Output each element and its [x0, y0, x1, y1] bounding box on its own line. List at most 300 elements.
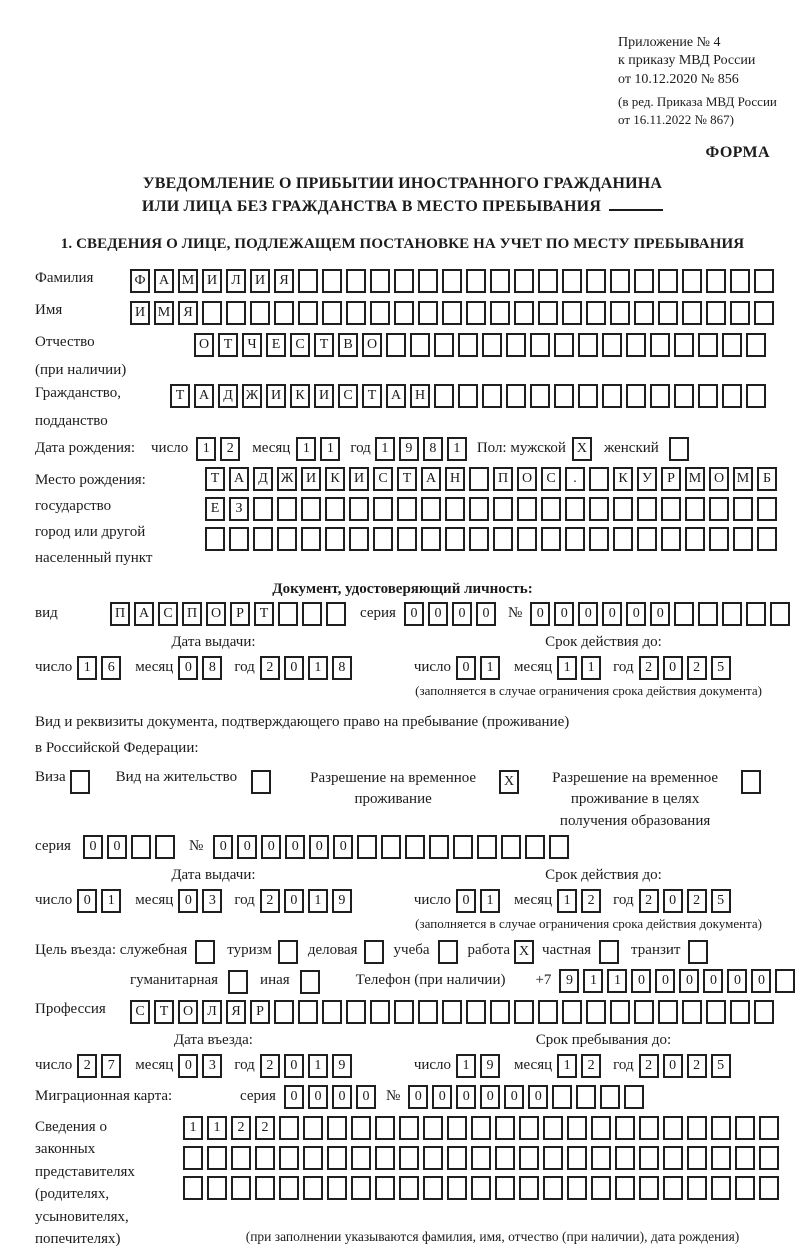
- form-cell[interactable]: [303, 1176, 323, 1200]
- form-cell[interactable]: [418, 301, 438, 325]
- form-cell[interactable]: [277, 527, 297, 551]
- form-cell[interactable]: С: [130, 1000, 150, 1024]
- form-cell[interactable]: 3: [202, 1054, 222, 1078]
- form-cell[interactable]: С: [541, 467, 561, 491]
- form-cell[interactable]: [626, 384, 646, 408]
- form-cell[interactable]: [682, 1000, 702, 1024]
- form-cell[interactable]: 0: [332, 1085, 352, 1109]
- form-cell[interactable]: [615, 1116, 635, 1140]
- form-cell[interactable]: 1: [480, 889, 500, 913]
- form-cell[interactable]: [722, 384, 742, 408]
- form-cell[interactable]: 1: [557, 1054, 577, 1078]
- form-cell[interactable]: Ф: [130, 269, 150, 293]
- form-cell[interactable]: [357, 835, 377, 859]
- form-cell[interactable]: [418, 269, 438, 293]
- form-cell[interactable]: 1: [320, 437, 340, 461]
- form-cell[interactable]: [399, 1116, 419, 1140]
- form-cell[interactable]: [364, 940, 384, 964]
- form-cell[interactable]: [183, 1146, 203, 1170]
- form-cell[interactable]: [325, 527, 345, 551]
- form-cell[interactable]: 0: [626, 602, 646, 626]
- form-cell[interactable]: 0: [333, 835, 353, 859]
- form-cell[interactable]: [255, 1176, 275, 1200]
- form-cell[interactable]: X: [572, 437, 592, 461]
- form-cell[interactable]: [538, 1000, 558, 1024]
- form-cell[interactable]: [421, 527, 441, 551]
- form-cell[interactable]: 1: [375, 437, 395, 461]
- form-cell[interactable]: [639, 1116, 659, 1140]
- form-cell[interactable]: 2: [687, 656, 707, 680]
- form-cell[interactable]: 0: [663, 1054, 683, 1078]
- form-cell[interactable]: М: [733, 467, 753, 491]
- form-cell[interactable]: [278, 940, 298, 964]
- form-cell[interactable]: А: [229, 467, 249, 491]
- form-cell[interactable]: [394, 301, 414, 325]
- form-cell[interactable]: [477, 835, 497, 859]
- form-cell[interactable]: [466, 269, 486, 293]
- form-cell[interactable]: [669, 437, 689, 461]
- form-cell[interactable]: 1: [101, 889, 121, 913]
- form-cell[interactable]: 7: [101, 1054, 121, 1078]
- form-cell[interactable]: А: [421, 467, 441, 491]
- form-cell[interactable]: [442, 301, 462, 325]
- form-cell[interactable]: [303, 1146, 323, 1170]
- form-cell[interactable]: 0: [663, 889, 683, 913]
- form-cell[interactable]: Б: [757, 467, 777, 491]
- form-cell[interactable]: [458, 384, 478, 408]
- form-cell[interactable]: [322, 301, 342, 325]
- form-cell[interactable]: [349, 497, 369, 521]
- form-cell[interactable]: [741, 770, 761, 794]
- form-cell[interactable]: 5: [711, 1054, 731, 1078]
- form-cell[interactable]: Р: [230, 602, 250, 626]
- form-cell[interactable]: [663, 1146, 683, 1170]
- form-cell[interactable]: [202, 301, 222, 325]
- form-cell[interactable]: 0: [456, 1085, 476, 1109]
- form-cell[interactable]: [322, 1000, 342, 1024]
- form-cell[interactable]: [445, 527, 465, 551]
- form-cell[interactable]: [639, 1176, 659, 1200]
- form-cell[interactable]: [615, 1176, 635, 1200]
- form-cell[interactable]: 0: [356, 1085, 376, 1109]
- form-cell[interactable]: [445, 497, 465, 521]
- form-cell[interactable]: [634, 269, 654, 293]
- form-cell[interactable]: [322, 269, 342, 293]
- form-cell[interactable]: 0: [452, 602, 472, 626]
- form-cell[interactable]: [325, 497, 345, 521]
- form-cell[interactable]: 2: [77, 1054, 97, 1078]
- form-cell[interactable]: [530, 384, 550, 408]
- form-cell[interactable]: [274, 301, 294, 325]
- form-cell[interactable]: [567, 1176, 587, 1200]
- form-cell[interactable]: 0: [476, 602, 496, 626]
- form-cell[interactable]: Т: [254, 602, 274, 626]
- form-cell[interactable]: 0: [602, 602, 622, 626]
- form-cell[interactable]: [706, 1000, 726, 1024]
- form-cell[interactable]: 1: [196, 437, 216, 461]
- form-cell[interactable]: [589, 497, 609, 521]
- form-cell[interactable]: [770, 602, 790, 626]
- form-cell[interactable]: Т: [362, 384, 382, 408]
- form-cell[interactable]: [722, 333, 742, 357]
- form-cell[interactable]: [639, 1146, 659, 1170]
- form-cell[interactable]: 0: [456, 889, 476, 913]
- form-cell[interactable]: О: [517, 467, 537, 491]
- form-cell[interactable]: Л: [226, 269, 246, 293]
- form-cell[interactable]: [493, 527, 513, 551]
- form-cell[interactable]: И: [250, 269, 270, 293]
- form-cell[interactable]: [565, 497, 585, 521]
- form-cell[interactable]: [661, 497, 681, 521]
- form-cell[interactable]: [626, 333, 646, 357]
- form-cell[interactable]: [351, 1146, 371, 1170]
- form-cell[interactable]: [495, 1116, 515, 1140]
- form-cell[interactable]: [375, 1176, 395, 1200]
- form-cell[interactable]: [698, 602, 718, 626]
- form-cell[interactable]: [543, 1176, 563, 1200]
- form-cell[interactable]: [591, 1146, 611, 1170]
- form-cell[interactable]: 1: [557, 889, 577, 913]
- form-cell[interactable]: [469, 497, 489, 521]
- form-cell[interactable]: [399, 1146, 419, 1170]
- form-cell[interactable]: [351, 1116, 371, 1140]
- form-cell[interactable]: О: [206, 602, 226, 626]
- form-cell[interactable]: [634, 1000, 654, 1024]
- form-cell[interactable]: [706, 269, 726, 293]
- form-cell[interactable]: 1: [557, 656, 577, 680]
- form-cell[interactable]: [70, 770, 90, 794]
- form-cell[interactable]: [663, 1116, 683, 1140]
- form-cell[interactable]: [370, 301, 390, 325]
- form-cell[interactable]: Е: [205, 497, 225, 521]
- form-cell[interactable]: [650, 384, 670, 408]
- form-cell[interactable]: [733, 527, 753, 551]
- form-cell[interactable]: 0: [178, 656, 198, 680]
- form-cell[interactable]: [722, 602, 742, 626]
- form-cell[interactable]: 9: [332, 889, 352, 913]
- form-cell[interactable]: [517, 527, 537, 551]
- form-cell[interactable]: 2: [231, 1116, 251, 1140]
- form-cell[interactable]: 2: [687, 1054, 707, 1078]
- form-cell[interactable]: Т: [154, 1000, 174, 1024]
- form-cell[interactable]: 2: [581, 1054, 601, 1078]
- form-cell[interactable]: 0: [703, 969, 723, 993]
- form-cell[interactable]: [514, 269, 534, 293]
- form-cell[interactable]: [469, 527, 489, 551]
- form-cell[interactable]: Д: [253, 467, 273, 491]
- form-cell[interactable]: [429, 835, 449, 859]
- form-cell[interactable]: [495, 1176, 515, 1200]
- form-cell[interactable]: [346, 301, 366, 325]
- form-cell[interactable]: 1: [207, 1116, 227, 1140]
- form-cell[interactable]: [549, 835, 569, 859]
- form-cell[interactable]: [586, 269, 606, 293]
- form-cell[interactable]: 0: [480, 1085, 500, 1109]
- form-cell[interactable]: К: [613, 467, 633, 491]
- form-cell[interactable]: [591, 1116, 611, 1140]
- form-cell[interactable]: 2: [639, 1054, 659, 1078]
- form-cell[interactable]: 2: [639, 656, 659, 680]
- form-cell[interactable]: X: [514, 940, 534, 964]
- form-cell[interactable]: 1: [581, 656, 601, 680]
- form-cell[interactable]: [423, 1116, 443, 1140]
- form-cell[interactable]: 0: [530, 602, 550, 626]
- form-cell[interactable]: 1: [183, 1116, 203, 1140]
- form-cell[interactable]: [506, 333, 526, 357]
- form-cell[interactable]: [610, 301, 630, 325]
- form-cell[interactable]: [562, 301, 582, 325]
- form-cell[interactable]: Я: [274, 269, 294, 293]
- form-cell[interactable]: 3: [202, 889, 222, 913]
- form-cell[interactable]: [229, 527, 249, 551]
- form-cell[interactable]: X: [499, 770, 519, 794]
- form-cell[interactable]: [637, 497, 657, 521]
- form-cell[interactable]: Я: [178, 301, 198, 325]
- form-cell[interactable]: [471, 1176, 491, 1200]
- form-cell[interactable]: Ч: [242, 333, 262, 357]
- form-cell[interactable]: [735, 1176, 755, 1200]
- form-cell[interactable]: 0: [77, 889, 97, 913]
- form-cell[interactable]: Л: [202, 1000, 222, 1024]
- form-cell[interactable]: [759, 1176, 779, 1200]
- form-cell[interactable]: 5: [711, 889, 731, 913]
- form-cell[interactable]: [543, 1146, 563, 1170]
- form-cell[interactable]: [517, 497, 537, 521]
- form-cell[interactable]: Т: [314, 333, 334, 357]
- form-cell[interactable]: С: [338, 384, 358, 408]
- form-cell[interactable]: [349, 527, 369, 551]
- form-cell[interactable]: [543, 1116, 563, 1140]
- form-cell[interactable]: 2: [260, 1054, 280, 1078]
- form-cell[interactable]: [351, 1176, 371, 1200]
- form-cell[interactable]: [421, 497, 441, 521]
- form-cell[interactable]: [298, 301, 318, 325]
- form-cell[interactable]: [423, 1176, 443, 1200]
- form-cell[interactable]: [301, 527, 321, 551]
- form-cell[interactable]: [418, 1000, 438, 1024]
- form-cell[interactable]: [397, 497, 417, 521]
- form-cell[interactable]: [658, 301, 678, 325]
- form-cell[interactable]: [674, 602, 694, 626]
- form-cell[interactable]: И: [266, 384, 286, 408]
- form-cell[interactable]: А: [154, 269, 174, 293]
- form-cell[interactable]: [698, 333, 718, 357]
- form-cell[interactable]: [300, 970, 320, 994]
- form-cell[interactable]: 1: [607, 969, 627, 993]
- form-cell[interactable]: 0: [679, 969, 699, 993]
- form-cell[interactable]: 1: [480, 656, 500, 680]
- form-cell[interactable]: З: [229, 497, 249, 521]
- form-cell[interactable]: [682, 301, 702, 325]
- form-cell[interactable]: [754, 269, 774, 293]
- form-cell[interactable]: [279, 1116, 299, 1140]
- form-cell[interactable]: [327, 1116, 347, 1140]
- form-cell[interactable]: 0: [83, 835, 103, 859]
- form-cell[interactable]: [658, 1000, 678, 1024]
- form-cell[interactable]: [131, 835, 151, 859]
- form-cell[interactable]: Ж: [242, 384, 262, 408]
- form-cell[interactable]: [279, 1176, 299, 1200]
- form-cell[interactable]: [490, 269, 510, 293]
- form-cell[interactable]: [231, 1146, 251, 1170]
- form-cell[interactable]: [501, 835, 521, 859]
- form-cell[interactable]: 2: [687, 889, 707, 913]
- form-cell[interactable]: [370, 269, 390, 293]
- form-cell[interactable]: Т: [205, 467, 225, 491]
- form-cell[interactable]: [399, 1176, 419, 1200]
- form-cell[interactable]: [434, 333, 454, 357]
- form-cell[interactable]: О: [178, 1000, 198, 1024]
- form-cell[interactable]: 5: [711, 656, 731, 680]
- form-cell[interactable]: [386, 333, 406, 357]
- form-cell[interactable]: П: [182, 602, 202, 626]
- form-cell[interactable]: 0: [178, 1054, 198, 1078]
- form-cell[interactable]: 0: [655, 969, 675, 993]
- form-cell[interactable]: [586, 1000, 606, 1024]
- form-cell[interactable]: [482, 333, 502, 357]
- form-cell[interactable]: А: [194, 384, 214, 408]
- form-cell[interactable]: [650, 333, 670, 357]
- form-cell[interactable]: Р: [661, 467, 681, 491]
- form-cell[interactable]: И: [314, 384, 334, 408]
- form-cell[interactable]: [482, 384, 502, 408]
- form-cell[interactable]: 2: [260, 656, 280, 680]
- form-cell[interactable]: 0: [309, 835, 329, 859]
- form-cell[interactable]: 0: [428, 602, 448, 626]
- form-cell[interactable]: 0: [284, 889, 304, 913]
- form-cell[interactable]: [661, 527, 681, 551]
- form-cell[interactable]: [327, 1176, 347, 1200]
- form-cell[interactable]: [375, 1116, 395, 1140]
- form-cell[interactable]: [394, 1000, 414, 1024]
- form-cell[interactable]: [602, 333, 622, 357]
- form-cell[interactable]: [565, 527, 585, 551]
- form-cell[interactable]: [530, 333, 550, 357]
- form-cell[interactable]: [730, 1000, 750, 1024]
- form-cell[interactable]: [578, 333, 598, 357]
- form-cell[interactable]: [541, 527, 561, 551]
- form-cell[interactable]: 2: [581, 889, 601, 913]
- form-cell[interactable]: 0: [456, 656, 476, 680]
- form-cell[interactable]: [458, 333, 478, 357]
- form-cell[interactable]: [624, 1085, 644, 1109]
- form-cell[interactable]: [155, 835, 175, 859]
- form-cell[interactable]: [447, 1146, 467, 1170]
- form-cell[interactable]: [301, 497, 321, 521]
- form-cell[interactable]: [442, 1000, 462, 1024]
- form-cell[interactable]: 0: [751, 969, 771, 993]
- form-cell[interactable]: 9: [559, 969, 579, 993]
- form-cell[interactable]: [759, 1146, 779, 1170]
- form-cell[interactable]: [674, 384, 694, 408]
- form-cell[interactable]: [599, 940, 619, 964]
- form-cell[interactable]: [410, 333, 430, 357]
- form-cell[interactable]: [514, 1000, 534, 1024]
- form-cell[interactable]: 6: [101, 656, 121, 680]
- form-cell[interactable]: [274, 1000, 294, 1024]
- form-cell[interactable]: 0: [107, 835, 127, 859]
- form-cell[interactable]: [541, 497, 561, 521]
- form-cell[interactable]: 1: [77, 656, 97, 680]
- form-cell[interactable]: [442, 269, 462, 293]
- form-cell[interactable]: [373, 497, 393, 521]
- form-cell[interactable]: [538, 301, 558, 325]
- form-cell[interactable]: [615, 1146, 635, 1170]
- form-cell[interactable]: [195, 940, 215, 964]
- form-cell[interactable]: [423, 1146, 443, 1170]
- form-cell[interactable]: Н: [445, 467, 465, 491]
- form-cell[interactable]: [688, 940, 708, 964]
- form-cell[interactable]: [567, 1146, 587, 1170]
- form-cell[interactable]: [687, 1116, 707, 1140]
- form-cell[interactable]: [253, 527, 273, 551]
- form-cell[interactable]: М: [685, 467, 705, 491]
- form-cell[interactable]: С: [373, 467, 393, 491]
- form-cell[interactable]: И: [301, 467, 321, 491]
- form-cell[interactable]: [303, 1116, 323, 1140]
- form-cell[interactable]: 9: [399, 437, 419, 461]
- form-cell[interactable]: О: [362, 333, 382, 357]
- form-cell[interactable]: Ж: [277, 467, 297, 491]
- form-cell[interactable]: 9: [332, 1054, 352, 1078]
- form-cell[interactable]: [495, 1146, 515, 1170]
- form-cell[interactable]: [397, 527, 417, 551]
- form-cell[interactable]: Т: [397, 467, 417, 491]
- form-cell[interactable]: [205, 527, 225, 551]
- form-cell[interactable]: П: [110, 602, 130, 626]
- form-cell[interactable]: [746, 384, 766, 408]
- form-cell[interactable]: [207, 1146, 227, 1170]
- form-cell[interactable]: 1: [308, 1054, 328, 1078]
- form-cell[interactable]: [735, 1146, 755, 1170]
- form-cell[interactable]: [610, 1000, 630, 1024]
- form-cell[interactable]: [685, 497, 705, 521]
- form-cell[interactable]: А: [386, 384, 406, 408]
- form-cell[interactable]: 1: [583, 969, 603, 993]
- form-cell[interactable]: И: [349, 467, 369, 491]
- form-cell[interactable]: 0: [578, 602, 598, 626]
- form-cell[interactable]: [471, 1116, 491, 1140]
- form-cell[interactable]: 8: [423, 437, 443, 461]
- form-cell[interactable]: [562, 1000, 582, 1024]
- form-cell[interactable]: [663, 1176, 683, 1200]
- form-cell[interactable]: И: [130, 301, 150, 325]
- form-cell[interactable]: [438, 940, 458, 964]
- form-cell[interactable]: [255, 1146, 275, 1170]
- form-cell[interactable]: [613, 497, 633, 521]
- form-cell[interactable]: Я: [226, 1000, 246, 1024]
- form-cell[interactable]: [434, 384, 454, 408]
- form-cell[interactable]: [298, 1000, 318, 1024]
- form-cell[interactable]: [471, 1146, 491, 1170]
- form-cell[interactable]: [711, 1176, 731, 1200]
- form-cell[interactable]: [373, 527, 393, 551]
- form-cell[interactable]: [207, 1176, 227, 1200]
- form-cell[interactable]: [746, 602, 766, 626]
- form-cell[interactable]: [711, 1116, 731, 1140]
- form-cell[interactable]: 1: [308, 889, 328, 913]
- form-cell[interactable]: Д: [218, 384, 238, 408]
- form-cell[interactable]: [552, 1085, 572, 1109]
- form-cell[interactable]: Н: [410, 384, 430, 408]
- form-cell[interactable]: [375, 1146, 395, 1170]
- form-cell[interactable]: [538, 269, 558, 293]
- form-cell[interactable]: [757, 527, 777, 551]
- form-cell[interactable]: 0: [663, 656, 683, 680]
- form-cell[interactable]: [183, 1176, 203, 1200]
- form-cell[interactable]: [466, 1000, 486, 1024]
- form-cell[interactable]: 1: [447, 437, 467, 461]
